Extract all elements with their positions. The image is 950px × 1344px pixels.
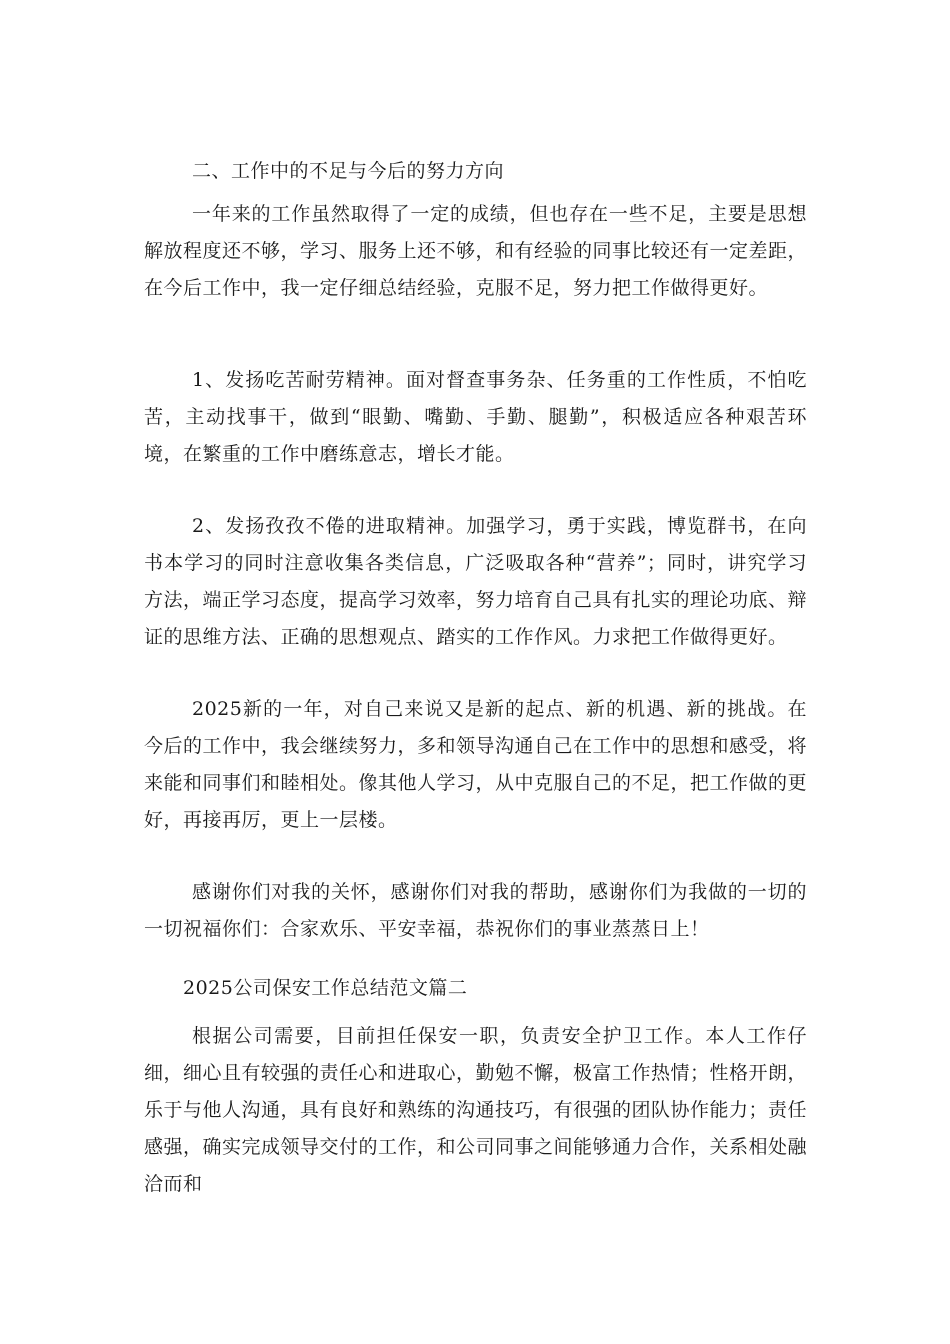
section-heading: 二、工作中的不足与今后的努力方向: [192, 160, 505, 182]
paragraph-point-1: 1、发扬吃苦耐劳精神。面对督查事务杂、任务重的工作性质，不怕吃苦，主动找事干，做到“眼勤、嘴勤、手勤、腿勤”，积极适应各种艰苦环境，在繁重的工作中磨练意志，增长才能。: [144, 369, 807, 465]
paragraph-point-2: 2、发扬孜孜不倦的进取精神。加强学习，勇于实践，博览群书，在向书本学习的同时注意收集各类信息，广泛吸取各种“营养”；同时，讲究学习方法，端正学习态度，提高学习效率，努力培育自己具有扎实的理论功底、辩证的思维方法、正确的思想观点、踏实的工作作风。力求把工作做得更好。: [144, 515, 808, 648]
paragraph-thanks: 感谢你们对我的关怀，感谢你们对我的帮助，感谢你们为我做的一切的一切祝福你们：合家欢乐、平安幸福，恭祝你们的事业蒸蒸日上！: [144, 881, 807, 940]
paragraph-article-body: 根据公司需要，目前担任保安一职，负责安全护卫工作。本人工作仔细，细心且有较强的责任心和进取心，勤勉不懈，极富工作热情；性格开朗，乐于与他人沟通，具有良好和熟练的沟通技巧，有很强的团队协作能力；责任感强，确实完成领导交付的工作，和公司同事之间能够通力合作，关系相处融洽而和: [144, 1025, 808, 1195]
paragraph-shortcomings: 一年来的工作虽然取得了一定的成绩，但也存在一些不足，主要是思想解放程度还不够，学习、服务上还不够，和有经验的同事比较还有一定差距，在今后工作中，我一定仔细总结经验，克服不足，努力把工作做得更好。: [144, 203, 808, 299]
article-title: 2025公司保安工作总结范文篇二: [183, 977, 468, 999]
paragraph-new-year: 2025新的一年，对自己来说又是新的起点、新的机遇、新的挑战。在今后的工作中，我会继续努力，多和领导沟通自己在工作中的思想和感受，将来能和同事们和睦相处。像其他人学习，从中克服自己的不足，把工作做的更好，再接再厉，更上一层楼。: [144, 698, 808, 831]
